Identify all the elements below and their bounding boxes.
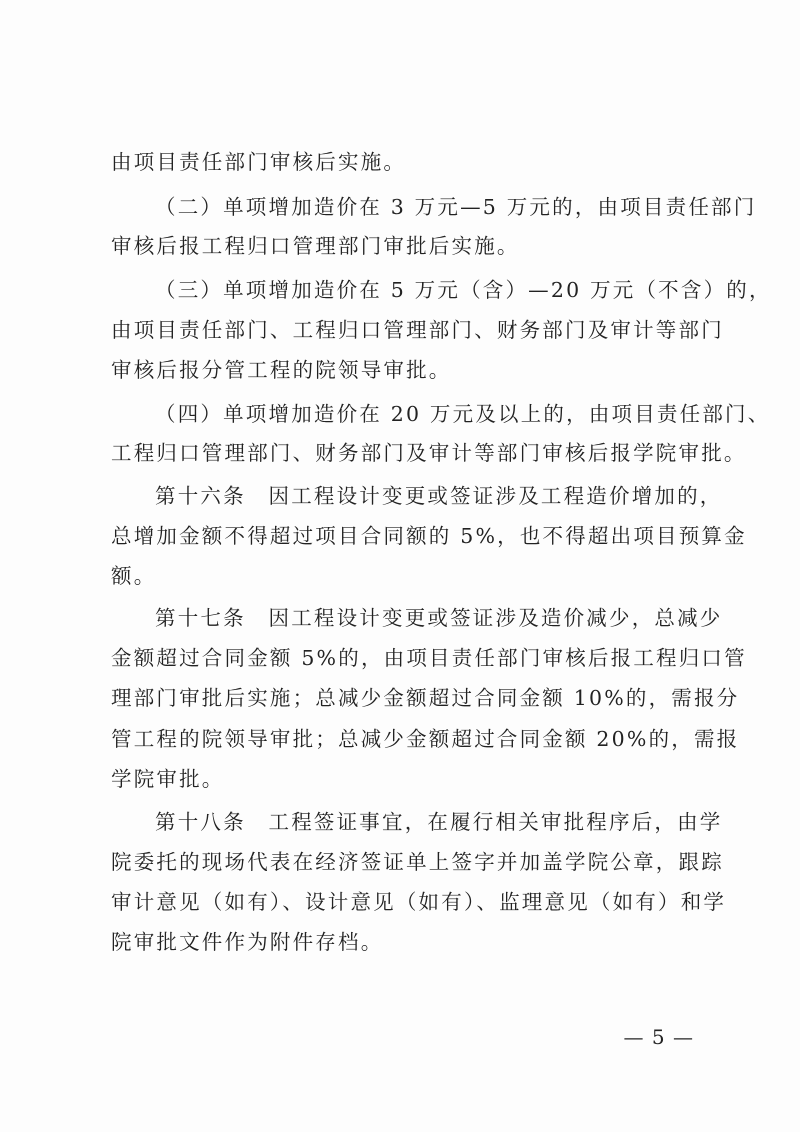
text-line-12: 第十七条 因工程设计变更或签证涉及造价减少，总减少 [155,606,723,630]
text-line-15: 管工程的院领导审批；总减少金额超过合同金额 20%的，需报 [111,727,740,751]
text-line-3: 审核后报工程归口管理部门审批后实施。 [111,234,520,258]
text-line-16: 学院审批。 [111,767,225,791]
text-line-19: 审计意见（如有）、设计意见（如有）、监理意见（如有）和学 [111,890,727,914]
text-line-20: 院审批文件作为附件存档。 [111,930,384,954]
text-line-11: 额。 [111,564,157,588]
text-line-2: （二）单项增加造价在 3 万元—5 万元的，由项目责任部门 [155,195,757,219]
text-line-8: 工程归口管理部门、财务部门及审计等部门审核后报学院审批。 [111,441,747,465]
text-line-6: 审核后报分管工程的院领导审批。 [111,358,452,382]
text-line-1: 由项目责任部门审核后实施。 [111,150,407,174]
text-line-14: 理部门审批后实施；总减少金额超过合同金额 10%的，需报分 [111,686,740,710]
text-line-17: 第十八条 工程签证事宜，在履行相关审批程序后，由学 [155,810,723,834]
text-line-4: （三）单项增加造价在 5 万元（含）—20 万元（不含）的， [155,278,772,302]
text-line-18: 院委托的现场代表在经济签证单上签字并加盖学院公章，跟踪 [111,850,724,874]
text-line-9: 第十六条 因工程设计变更或签证涉及工程造价增加的， [155,484,723,508]
text-line-5: 由项目责任部门、工程归口管理部门、财务部门及审计等部门 [111,318,724,342]
text-line-7: （四）单项增加造价在 20 万元及以上的，由项目责任部门、 [155,402,771,426]
text-line-10: 总增加金额不得超过项目合同额的 5%，也不得超出项目预算金 [111,524,747,548]
text-line-13: 金额超过合同金额 5%的，由项目责任部门审核后报工程归口管 [111,646,747,670]
page-number: — 5 — [623,1025,694,1049]
